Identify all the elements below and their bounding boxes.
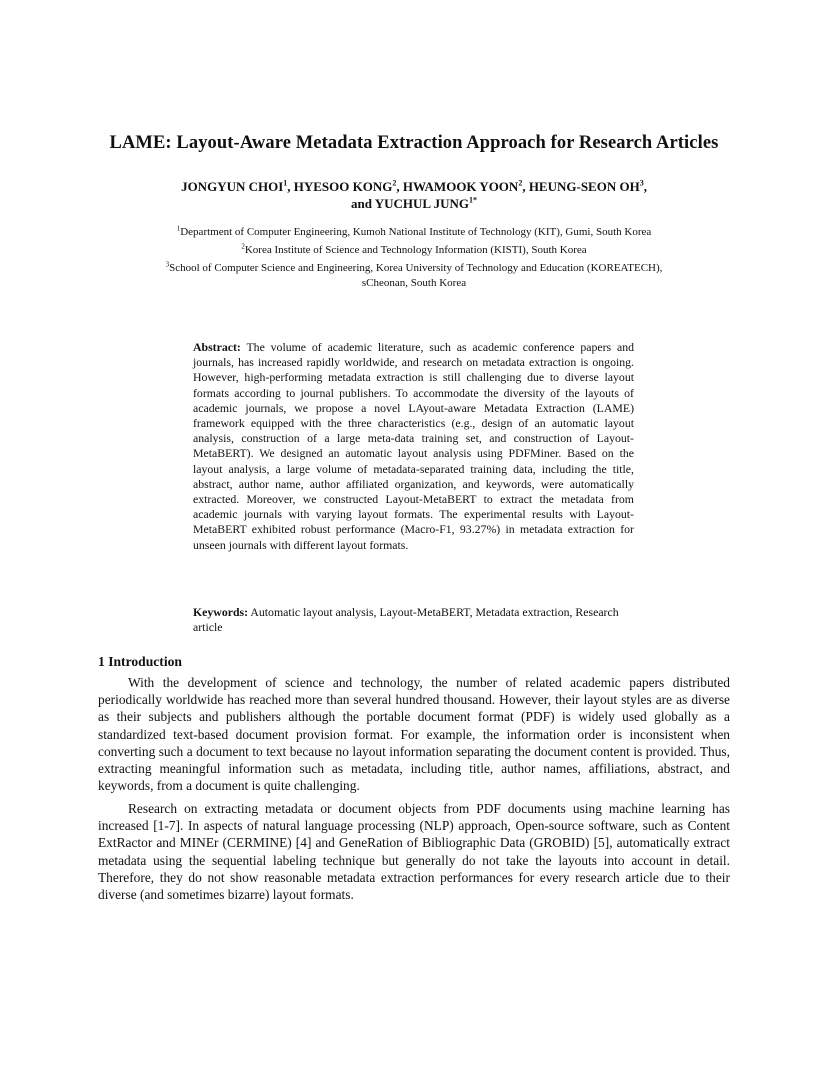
author-affiliation-mark: 1 <box>283 178 288 188</box>
affiliation-text-line2: sCheonan, South Korea <box>361 277 467 289</box>
keywords-label: Keywords: <box>193 605 249 619</box>
keywords-text: Automatic layout analysis, Layout-MetaBERT, Metadata extraction, Research article <box>193 605 619 635</box>
affiliation-1 <box>0 225 828 240</box>
keywords <box>193 605 638 635</box>
abstract-label: Abstract: <box>193 340 241 354</box>
author-name: HEUNG-SEON OH <box>528 179 640 194</box>
author-affiliation-mark: 2 <box>392 178 397 188</box>
author-name: and YUCHUL JUNG <box>351 196 469 211</box>
affiliation-mark: 1 <box>176 224 181 233</box>
affiliation-2 <box>0 243 828 258</box>
abstract <box>193 340 634 553</box>
author-name: HYESOO KONG <box>293 179 393 194</box>
affiliation-text: Department of Computer Engineering, Kumoh National Institute of Technology (KIT), Gumi, South Korea <box>180 226 652 238</box>
section-heading: 1 Introduction <box>98 654 182 669</box>
author-affiliation-mark: 1* <box>468 195 477 205</box>
affiliation-3 <box>0 261 828 291</box>
author-name: JONGYUN CHOI <box>181 179 284 194</box>
abstract-text: The volume of academic literature, such as academic conference papers and journals, has increased rapidly worldwide, and research on metadata extraction is ongoing. However, high-performing metadata extraction is still challenging due to diverse layout formats according to journal publishers. To accommodate the diversity of the layouts of academic journals, we propose a novel LAyout-aware Metadata Extraction (LAME) framework equipped with the three characteristics (e.g., design of an automatic layout analysis, construction of a large meta-data training set, and construction of Layout-MetaBERT). We designed an automatic layout analysis using PDFMiner. Based on the layout analysis, a large volume of metadata-separated training data, including the title, abstract, author name, author affiliated organization, and keywords, were automatically extracted. Moreover, we constructed Layout-MetaBERT to extract the metadata from academic journals with varying layout formats. The experimental results with Layout-MetaBERT exhibited robust performance (Macro-F1, 93.27%) in metadata extraction for unseen journals with different layout formats. <box>193 340 634 552</box>
affiliation-text: School of Computer Science and Engineering, Korea University of Technology and Education (KOREATECH), <box>169 262 663 274</box>
author-name: HWAMOOK YOON <box>402 179 519 194</box>
body-paragraph-1: With the development of science and technology, the number of related academic papers distributed periodically worldwide has reached more than several hundred thousand. However, their layout styles are as diverse as their subjects and publishers although the portable document format (PDF) is widely used globally as a standardized text-based document provision format. For example, the information order is inconsistent when converting such a document to text because no layout information separating the document content is provided. Thus, extracting meaningful information such as metadata, including title, author names, affiliations, abstract, and keywords, from a document is quite challenging. <box>98 675 730 794</box>
author-affiliation-mark: 3 <box>639 178 644 188</box>
author-affiliation-mark: 2 <box>518 178 523 188</box>
affiliation-mark: 2 <box>241 242 245 251</box>
affiliation-text: Korea Institute of Science and Technology Information (KISTI), South Korea <box>244 244 587 256</box>
author-list: JONGYUN CHOI$^1$, HYESOO KONG$^2$, HWAMOOK YOON$^2$, HEUNG-SEON $OH^3$, and YUCHUL $JUNG^{1*}$ <box>181 178 647 211</box>
body-paragraph-2: Research on extracting metadata or document objects from PDF documents using machine learning has increased [1-7]. In aspects of natural language processing (NLP) approach, Open-source software, such as Content ExtRactor and MINEr (CERMINE) [4] and GeneRation of Bibliographic Data (GROBID) [5], automatically extract metadata using the sequential labeling technique but generally do not take the layouts into account in detail. Therefore, they do not show reasonable metadata extraction performances for every research article due to their diverse (and sometimes bizarre) layout formats. <box>98 801 730 903</box>
paper-title: LAME: Layout-Aware Metadata Extraction Approach for Research Articles <box>109 133 719 153</box>
affiliation-mark: 3 <box>165 260 170 269</box>
